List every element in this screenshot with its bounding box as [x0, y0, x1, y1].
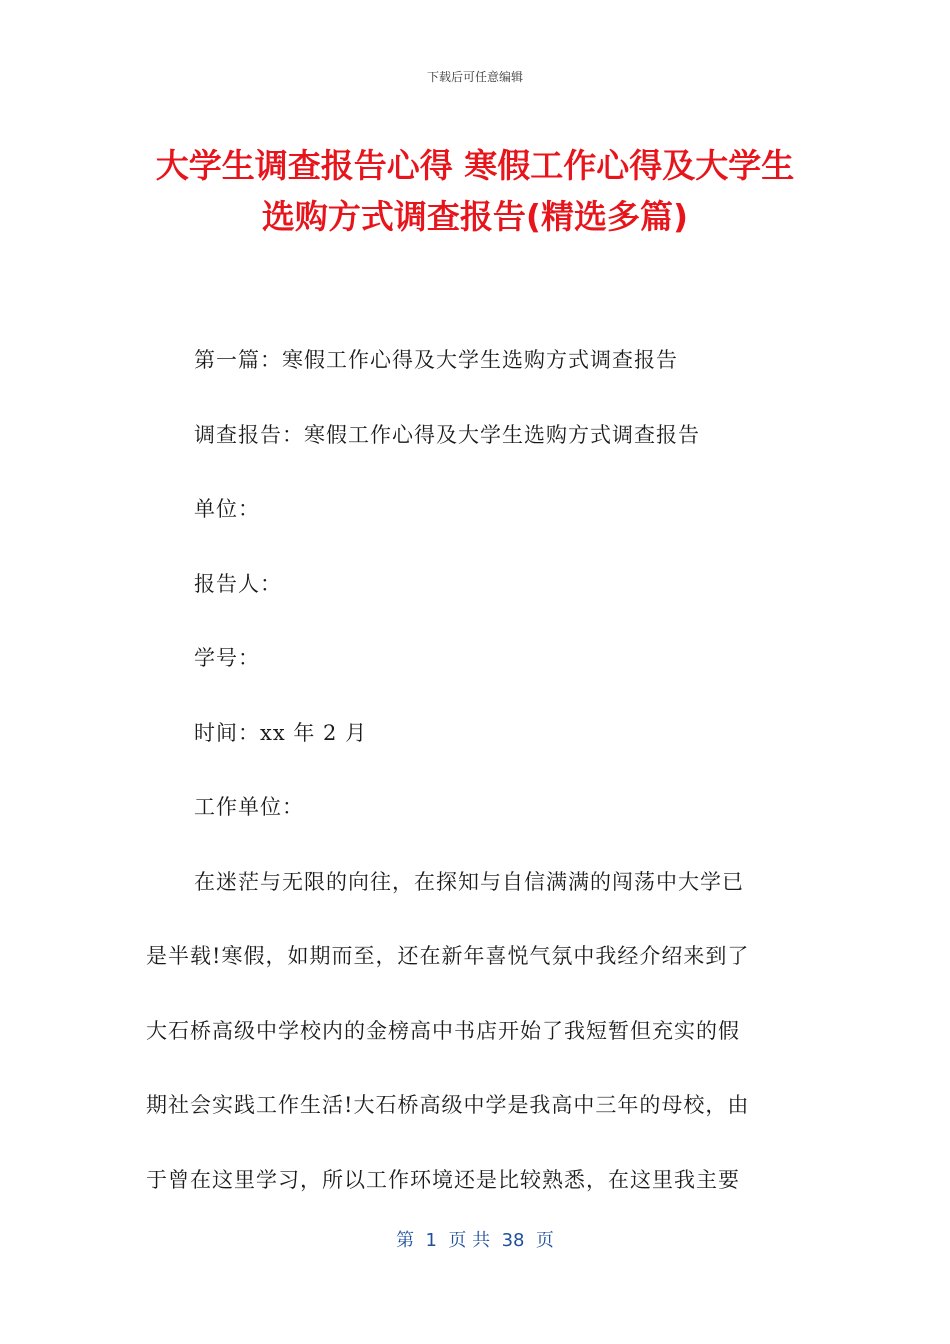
time-field: 时间：xx 年 2 月: [194, 720, 368, 745]
student-id-field: 学号：: [194, 646, 260, 670]
document-title: [70, 140, 880, 242]
body-paragraph-line: 在迷茫与无限的向往，在探知与自信满满的闯荡中大学已: [194, 869, 744, 894]
section-heading: 第一篇：寒假工作心得及大学生选购方式调查报告: [194, 348, 678, 372]
unit-field: 单位：: [194, 497, 260, 521]
body-paragraph-line: 大石桥高级中学校内的金榜高中书店开始了我短暂但充实的假: [146, 1018, 740, 1043]
title-line-2: 选购方式调查报告(精选多篇): [261, 197, 689, 236]
report-title-line: 调查报告：寒假工作心得及大学生选购方式调查报告: [194, 422, 700, 447]
body-paragraph-line: 是半载!寒假，如期而至，还在新年喜悦气氛中我经介绍来到了: [146, 944, 750, 968]
reporter-field: 报告人：: [194, 571, 282, 596]
work-unit-field: 工作单位：: [194, 795, 304, 819]
body-paragraph-line: 期社会实践工作生活!大石桥高级中学是我高中三年的母校，由: [146, 1093, 750, 1117]
page-number-footer: 第 1 页 共 38 页: [396, 1230, 554, 1251]
title-line-1: 大学生调查报告心得 寒假工作心得及大学生: [155, 146, 795, 185]
body-paragraph-line: 于曾在这里学习，所以工作环境还是比较熟悉，在这里我主要: [146, 1167, 740, 1192]
document-body: [146, 323, 806, 1217]
header-note: 下载后可任意编辑: [426, 70, 523, 84]
